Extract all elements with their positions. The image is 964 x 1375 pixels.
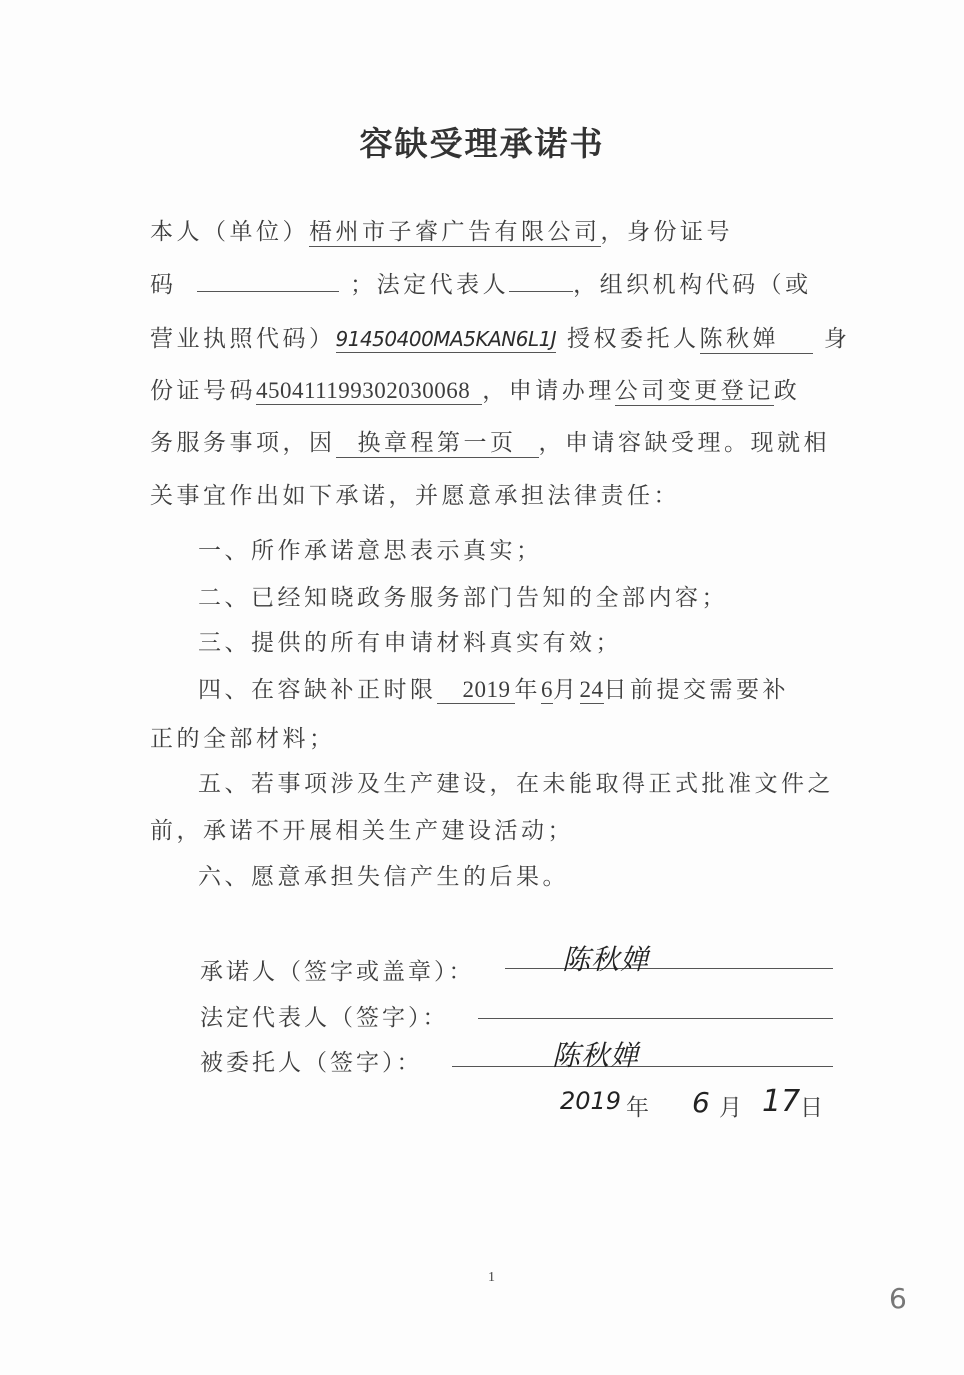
paragraph-line-4 — [150, 372, 800, 405]
text-gov-char: 政 — [773, 378, 801, 404]
text-apply-label: ，申请办理 — [482, 378, 615, 404]
sign-date-year-handwritten: 2019 — [560, 1087, 622, 1115]
text-deadline-label: 四、在容缺补正时限 — [198, 677, 437, 703]
deadline-day-field: 24 — [579, 677, 604, 702]
text-request-label: ，申请容缺受理。现就相 — [538, 430, 830, 456]
text-business-license-label: 营业执照代码） — [150, 326, 336, 352]
commitment-item-1: 一、所作承诺意思表示真实； — [198, 538, 543, 564]
commitment-item-4-line-2: 正的全部材料； — [150, 726, 336, 752]
sign-date-month-unit: 月 — [719, 1095, 742, 1121]
trustee-signature-line — [452, 1066, 833, 1067]
paragraph-line-2 — [150, 266, 812, 299]
paragraph-line-3 — [150, 320, 850, 353]
commitment-item-5: 五、若事项涉及生产建设，在未能取得正式批准文件之 — [198, 771, 834, 797]
sign-date-day-unit: 日 — [800, 1095, 823, 1121]
promisor-signature-handwritten: 陈秋婵 — [562, 943, 650, 976]
text-submit-label: 日前提交需要补 — [603, 677, 789, 703]
sign-date-year-unit: 年 — [626, 1095, 649, 1121]
promisor-label: 承诺人（签字或盖章）： — [200, 959, 475, 985]
legal-rep-label: 法定代表人（签字）： — [200, 1005, 449, 1031]
text-service-matter-label: 务服务事项，因 — [150, 430, 336, 456]
paragraph-line-6: 关事宜作出如下承诺，并愿意承担法律责任： — [150, 483, 680, 509]
commitment-item-5-line-2: 前，承诺不开展相关生产建设活动； — [150, 818, 574, 844]
text-applicant-prefix: 本人（单位） — [150, 219, 309, 245]
authorized-person-field: 陈秋婵 — [700, 326, 814, 354]
text-id-char: 身 — [823, 326, 851, 352]
paragraph-line-5 — [150, 424, 830, 457]
sign-date-day-handwritten: 17 — [762, 1084, 801, 1119]
legal-rep-blank-field — [509, 269, 573, 292]
text-authorized-label: 授权委托人 — [567, 326, 700, 352]
reason-field: 换章程第一页 — [336, 430, 539, 458]
id-number-blank-field — [197, 269, 339, 292]
document-title: 容缺受理承诺书 — [359, 124, 605, 163]
text-org-code-label: ，组织机构代码（或 — [573, 272, 812, 298]
text-month-unit: 月 — [553, 677, 580, 703]
text-code-char: 码 — [150, 272, 177, 298]
page-number: 1 — [488, 1270, 495, 1285]
authorized-id-number-field: 450411199302030068 — [256, 378, 482, 405]
commitment-item-4 — [198, 671, 789, 704]
paragraph-line-1 — [150, 213, 733, 246]
trustee-signature-handwritten: 陈秋婵 — [552, 1039, 640, 1072]
company-name-field: 梧州市子睿广告有限公司 — [309, 219, 601, 245]
text-id-number-label: 份证号码 — [150, 378, 256, 404]
sign-date-month-handwritten: 6 — [692, 1086, 710, 1119]
service-item-field: 公司变更登记 — [614, 378, 774, 404]
commitment-item-2: 二、已经知晓政务服务部门告知的全部内容； — [198, 585, 728, 611]
legal-rep-signature-line — [478, 1018, 833, 1019]
text-id-prefix: ，身份证号 — [600, 219, 733, 245]
trustee-label: 被委托人（签字）： — [200, 1050, 423, 1076]
deadline-month-field: 6 — [541, 677, 553, 702]
commitment-item-3: 三、提供的所有申请材料真实有效； — [198, 630, 622, 656]
commitment-item-6: 六、愿意承担失信产生的后果。 — [198, 864, 569, 890]
text-legal-rep-label: ；法定代表人 — [350, 272, 510, 298]
deadline-year-field: 2019 — [437, 677, 515, 704]
promisor-signature-line — [505, 968, 833, 969]
business-license-code-handwritten: 91450400MA5KAN6L1J — [335, 327, 557, 351]
text-year-unit: 年 — [514, 677, 541, 703]
handwritten-page-mark: 6 — [889, 1282, 907, 1315]
